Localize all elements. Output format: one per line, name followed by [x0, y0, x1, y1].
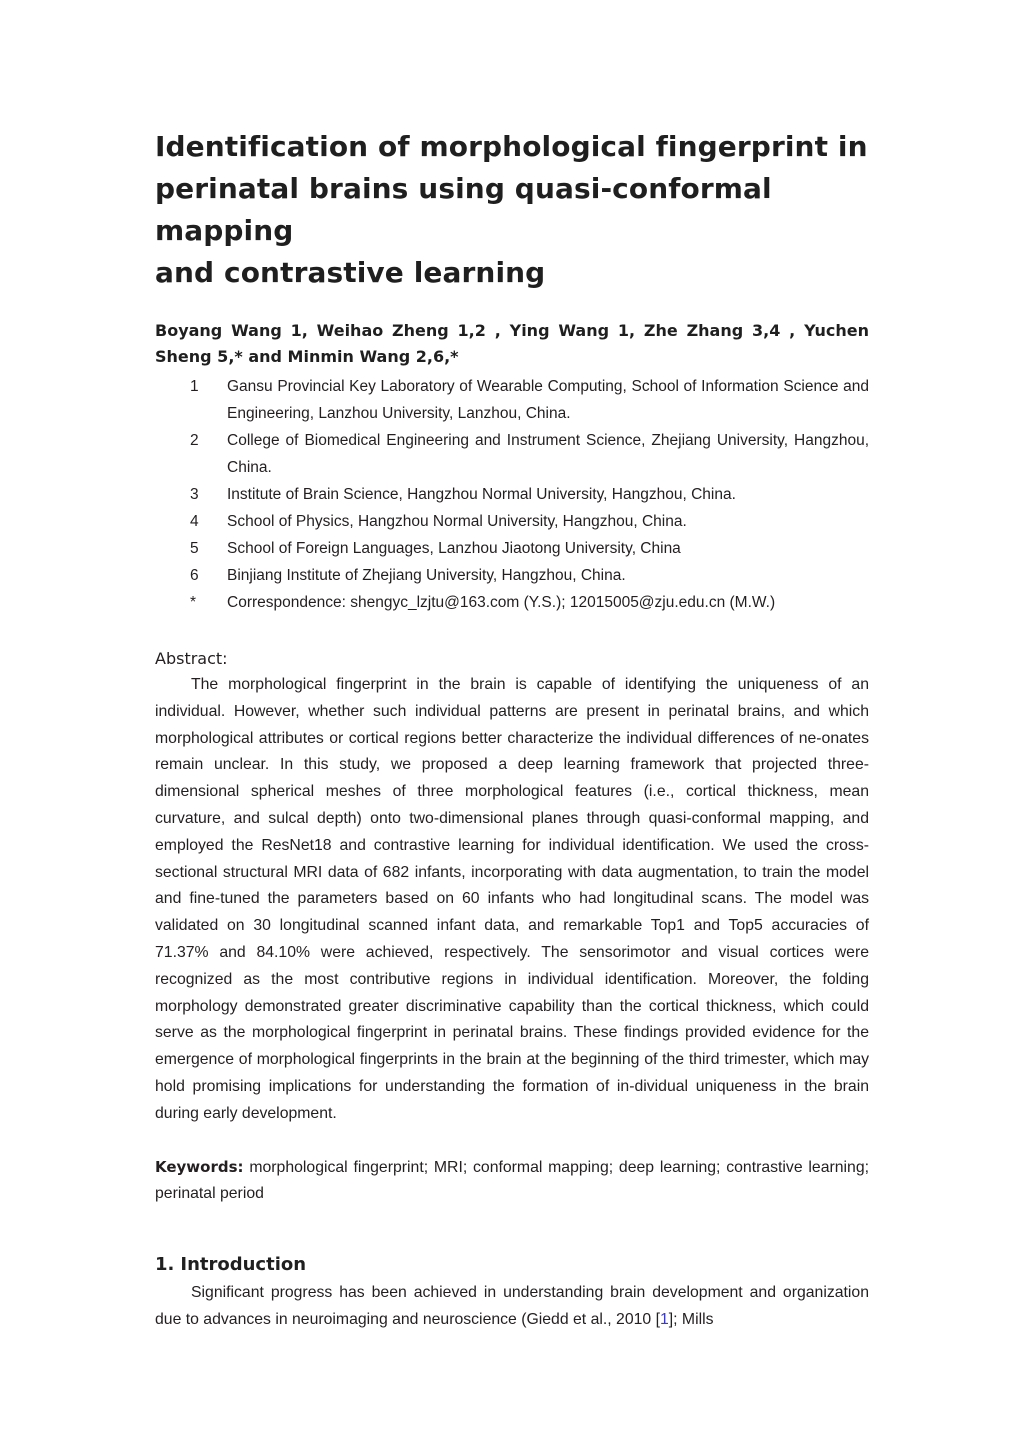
- affiliation-number: 5: [190, 540, 199, 557]
- affiliation-number: *: [190, 594, 197, 611]
- keywords-paragraph: [155, 1154, 869, 1209]
- introduction-paragraph: [155, 1280, 869, 1334]
- affiliation-list: [155, 373, 869, 616]
- intro-text: Significant progress has been achieved in understanding brain development and organization due to advances in neuroimaging and neuroscience (Giedd et al., 2010 [: [155, 1284, 869, 1328]
- correspondence-item: [155, 589, 869, 616]
- affiliation-text: Institute of Brain Science, Hangzhou Normal University, Hangzhou, China.: [227, 486, 736, 503]
- affiliation-text: Gansu Provincial Key Laboratory of Wearable Computing, School of Information Science and Engineering, Lanzhou University, Lanzhou, China.: [227, 378, 869, 422]
- author-list: Boyang Wang 1, Weihao Zheng 1,2 , Ying Wang 1, Zhe Zhang 3,4 , Yuchen Sheng 5,* and Minmin Wang 2,6,*: [155, 321, 869, 366]
- title-line: Identification of morphological fingerprint in: [155, 130, 868, 163]
- affiliation-number: 4: [190, 513, 199, 530]
- correspondence-text: Correspondence: shengyc_lzjtu@163.com (Y.S.); 12015005@zju.edu.cn (M.W.): [227, 594, 776, 611]
- section-number: 1.: [155, 1254, 175, 1276]
- abstract-body: The morphological fingerprint in the brain is capable of identifying the uniqueness of an individual. However, whether such individual patterns are present in perinatal brains, and which morphological attributes or cortical regions better characterize the individual differences of ne-onates remain unclear. In this study, we proposed a deep learning framework that projected three-dimensional spherical meshes of three morphological features (i.e., cortical thickness, mean curvature, and sulcal depth) onto two-dimensional planes through quasi-conformal mapping, and employed the ResNet18 and contrastive learning for individual identification. We used the cross-sectional structural MRI data of 682 infants, incorporating with data augmentation, to train the model and fine-tuned the parameters based on 60 infants who had longitudinal scans. The model was validated on 30 longitudinal scanned infant data, and remarkable Top1 and Top5 accuracies of 71.37% and 84.10% were achieved, respectively. The sensorimotor and visual cortices were recognized as the most contributive regions in individual identification. Moreover, the folding morphology demonstrated greater discriminative capability than the cortical thickness, which could serve as the morphological fingerprint in perinatal brains. These findings provided evidence for the emergence of morphological fingerprints in the brain at the beginning of the third trimester, which may hold promising implications for understanding the formation of in-dividual uniqueness in the brain during early development.: [155, 676, 869, 1122]
- affiliation-number: 3: [190, 486, 199, 503]
- keywords-text: morphological fingerprint; MRI; conformal mapping; deep learning; contrastive learning; perinatal period: [155, 1158, 869, 1203]
- affiliation-item: [155, 373, 869, 427]
- affiliation-number: 2: [190, 432, 199, 449]
- title-line: and contrastive learning: [155, 256, 546, 289]
- affiliation-number: 6: [190, 567, 199, 584]
- affiliation-number: 1: [190, 378, 199, 395]
- section-title: Introduction: [180, 1254, 307, 1276]
- affiliation-item: [155, 508, 869, 535]
- affiliation-item: [155, 481, 869, 508]
- section-heading-introduction: [155, 1250, 869, 1280]
- affiliation-text: College of Biomedical Engineering and Instrument Science, Zhejiang University, Hangzhou, China.: [227, 432, 869, 476]
- affiliation-item: [155, 535, 869, 562]
- affiliation-item: [155, 427, 869, 481]
- paper-page: [155, 126, 869, 1334]
- affiliation-text: School of Physics, Hangzhou Normal University, Hangzhou, China.: [227, 513, 687, 530]
- affiliation-text: School of Foreign Languages, Lanzhou Jiaotong University, China: [227, 540, 681, 557]
- citation-link[interactable]: 1: [659, 1310, 669, 1328]
- affiliation-text: Binjiang Institute of Zhejiang University, Hangzhou, China.: [227, 567, 626, 584]
- paper-title: [155, 126, 869, 294]
- intro-text: ]; Mills: [668, 1310, 714, 1328]
- affiliation-item: [155, 562, 869, 589]
- keywords-label: Keywords:: [155, 1157, 244, 1176]
- abstract-heading: Abstract:: [155, 649, 228, 668]
- title-line: perinatal brains using quasi-conformal mapping: [155, 172, 772, 247]
